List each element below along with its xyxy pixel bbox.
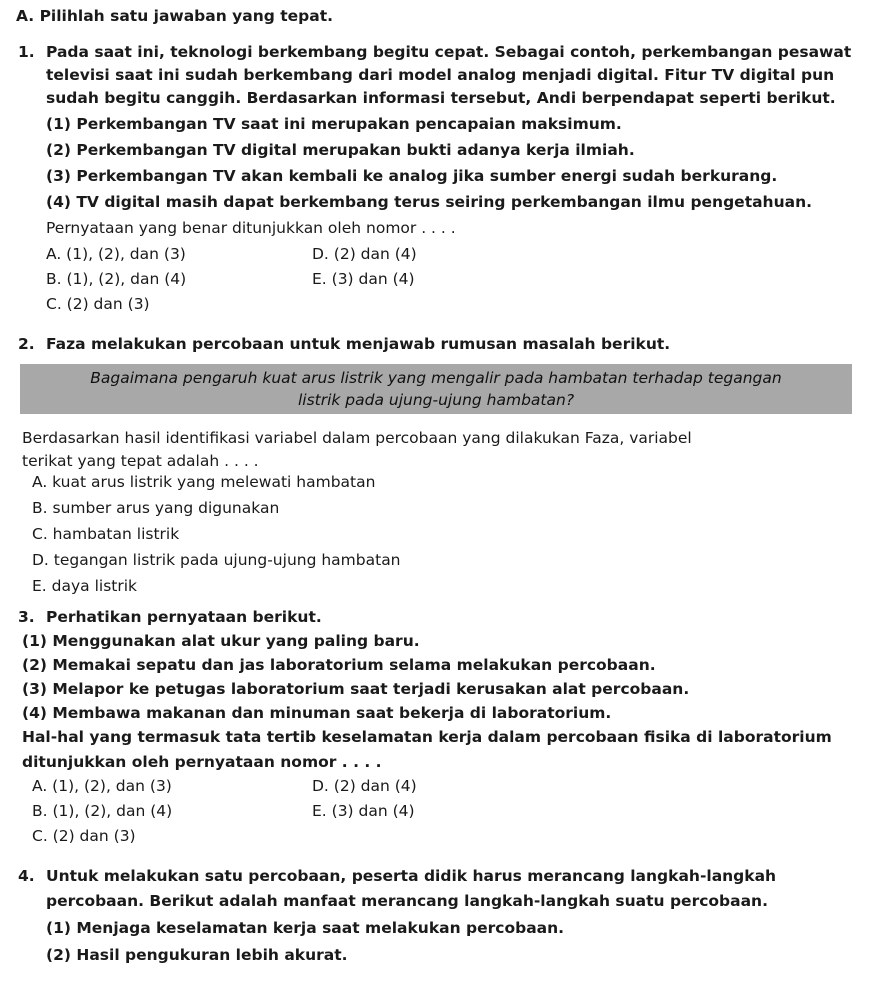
research-question-box: [20, 364, 852, 414]
answer-option-a[interactable]: A. (1), (2), dan (3): [46, 245, 186, 263]
answer-option-b[interactable]: B. (1), (2), dan (4): [32, 802, 173, 820]
answer-option-c[interactable]: C. (2) dan (3): [46, 295, 150, 313]
question-stem-line: sudah begitu canggih. Berdasarkan informasi tersebut, Andi berpendapat seperti berikut.: [46, 89, 836, 107]
answer-option-e[interactable]: E. (3) dan (4): [312, 802, 415, 820]
answer-option-c[interactable]: C. (2) dan (3): [32, 827, 136, 845]
statement-item: (1) Menggunakan alat ukur yang paling baru.: [22, 632, 420, 650]
statement-item: (3) Melapor ke petugas laboratorium saat terjadi kerusakan alat percobaan.: [22, 680, 690, 698]
answer-option-b[interactable]: B. (1), (2), dan (4): [46, 270, 187, 288]
answer-option-e[interactable]: E. (3) dan (4): [312, 270, 415, 288]
question-prompt: ditunjukkan oleh pernyataan nomor . . . .: [22, 753, 382, 771]
statement-item: (1) Perkembangan TV saat ini merupakan pencapaian maksimum.: [46, 115, 622, 133]
statement-item: (1) Menjaga keselamatan kerja saat melakukan percobaan.: [46, 919, 565, 937]
question-stem-line: Untuk melakukan satu percobaan, peserta didik harus merancang langkah-langkah: [46, 867, 777, 885]
statement-item: (4) Membawa makanan dan minuman saat bekerja di laboratorium.: [22, 704, 612, 722]
question-stem-line: televisi saat ini sudah berkembang dari model analog menjadi digital. Fitur TV digital pun: [46, 66, 835, 84]
question-stem-line: percobaan. Berikut adalah manfaat merancang langkah-langkah suatu percobaan.: [46, 892, 768, 910]
question-number: 3.: [18, 608, 35, 626]
question-prompt: Pernyataan yang benar ditunjukkan oleh nomor . . . .: [46, 219, 456, 237]
answer-option-a[interactable]: A. (1), (2), dan (3): [32, 777, 172, 795]
answer-option-b[interactable]: B. sumber arus yang digunakan: [32, 499, 280, 517]
statement-item: (4) TV digital masih dapat berkembang terus seiring perkembangan ilmu pengetahuan.: [46, 193, 813, 211]
question-stem-line: Pada saat ini, teknologi berkembang begitu cepat. Sebagai contoh, perkembangan pesawat: [46, 43, 852, 61]
question-prompt: terikat yang tepat adalah . . . .: [22, 452, 259, 470]
statement-item: (3) Perkembangan TV akan kembali ke analog jika sumber energi sudah berkurang.: [46, 167, 778, 185]
question-prompt: Berdasarkan hasil identifikasi variabel dalam percobaan yang dilakukan Faza, variabel: [22, 429, 692, 447]
research-question-line: listrik pada ujung-ujung hambatan?: [297, 391, 575, 409]
answer-option-e[interactable]: E. daya listrik: [32, 577, 138, 595]
question-number: 2.: [18, 335, 35, 353]
question-number: 4.: [18, 867, 35, 885]
answer-option-d[interactable]: D. tegangan listrik pada ujung-ujung hambatan: [32, 551, 401, 569]
statement-item: (2) Hasil pengukuran lebih akurat.: [46, 946, 348, 964]
question-stem-line: Faza melakukan percobaan untuk menjawab rumusan masalah berikut.: [46, 335, 671, 353]
statement-item: (2) Memakai sepatu dan jas laboratorium selama melakukan percobaan.: [22, 656, 656, 674]
answer-option-d[interactable]: D. (2) dan (4): [312, 777, 417, 795]
statement-item: (2) Perkembangan TV digital merupakan bukti adanya kerja ilmiah.: [46, 141, 635, 159]
answer-option-a[interactable]: A. kuat arus listrik yang melewati hambatan: [32, 473, 376, 491]
research-question-line: Bagaimana pengaruh kuat arus listrik yang mengalir pada hambatan terhadap tegangan: [90, 369, 782, 387]
question-number: 1.: [18, 43, 35, 61]
question-prompt: Hal-hal yang termasuk tata tertib keselamatan kerja dalam percobaan fisika di laboratorium: [22, 728, 832, 746]
question-stem-line: Perhatikan pernyataan berikut.: [46, 608, 322, 626]
section-heading: A. Pilihlah satu jawaban yang tepat.: [16, 7, 334, 25]
answer-option-c[interactable]: C. hambatan listrik: [32, 525, 180, 543]
answer-option-d[interactable]: D. (2) dan (4): [312, 245, 417, 263]
